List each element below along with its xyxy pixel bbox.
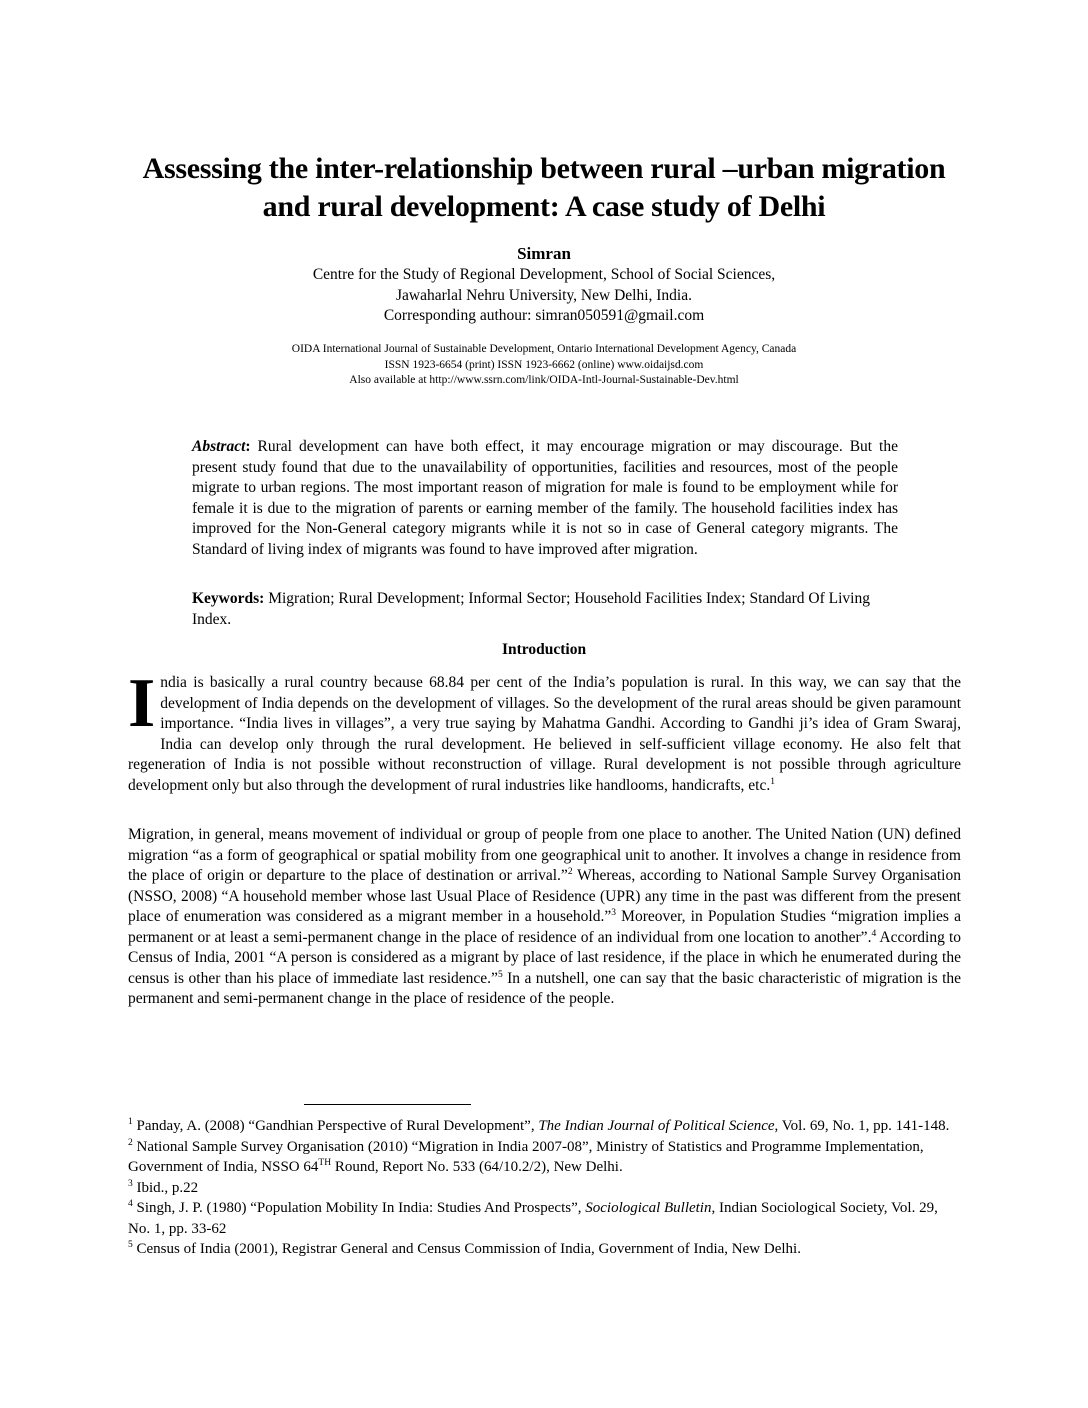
keywords (192, 589, 898, 630)
paragraph-text: ndia is basically a rural country because 68.84 per cent of the India’s population is rural. In this way, we can say that the development of India depends on the development of villages. So the development of the rural areas should be given paramount importance. “India lives in villages”, a very true saying by Mahatma Gandhi. According to Gandhi ji’s idea of Gram Swaraj, India can develop only through the rural development. He believed in self-sufficient village economy. He also felt that regeneration of India is not possible without reconstruction of village. Rural development is not possible through agriculture development only but also through the development of rural industries like handlooms, handicrafts, etc. (128, 674, 961, 794)
footnote-ref[interactable]: 5 (497, 969, 503, 980)
keywords-label: Keywords: (192, 590, 265, 607)
paragraph-text: In a nutshell, one can say that the basic characteristic of migration is the permanent and semi-permanent change in the place of residence of the people. (128, 969, 962, 1007)
footnote-number: 4 (128, 1199, 133, 1209)
abstract-separator: : (245, 438, 251, 455)
author-name: Simran (517, 244, 571, 263)
journal-title: The Indian Journal of Political Science (538, 1118, 775, 1134)
journal-title: Sociological Bulletin (585, 1200, 712, 1216)
intro-paragraph-2 (128, 825, 961, 1010)
footnote-ref[interactable]: 2 (567, 867, 573, 877)
footnote-number: 2 (128, 1137, 133, 1148)
journal-issn: ISSN 1923-6654 (print) ISSN 1923-6662 (online) www.oidaijsd.com (384, 358, 704, 371)
paragraph-text: Migration, in general, means movement of individual or group of people from one place to another. The United Nation (UN) defined migration “as a form of geographical or spatial mobility from one geographical unit to another. It involves a change in residence from the place of origin or departure to the place of destination or arrival.” (128, 826, 961, 884)
footnote-ref[interactable]: 4 (871, 928, 877, 939)
journal-name: OIDA International Journal of Sustainable Development, Ontario International Development Agency, Canada (291, 343, 797, 355)
intro-paragraph-1 (128, 665, 961, 796)
abstract-text: Rural development can have both effect, it may encourage migration or may discourage. But the present study found that due to the unavailability of opportunities, facilities and resources, most of the people migrate to urban regions. The most important reason of migration for male is found to be employment while for female it is due to the migration of parents or earning member of the family. The household facilities index has improved for the Non-General category migrants while it is not so in case of General category migrants. The Standard of living index of migrants was found to have improved after migration. (192, 438, 898, 558)
footnote-text: , Vol. 69, No. 1, pp. 141-148. (774, 1118, 950, 1134)
affiliation-line: Centre for the Study of Regional Development, School of Social Sciences, (312, 266, 776, 283)
paper-title: Assessing the inter-relationship between rural –urban migration and rural development: A case study of Delhi (142, 152, 946, 224)
abstract-label: Abstract (192, 438, 246, 455)
journal-availability: Also available at http://www.ssrn.com/link/OIDA-Intl-Journal-Sustainable-Dev.html (349, 374, 739, 386)
footnote-number: 5 (128, 1240, 133, 1250)
footnote-text: , Indian Sociological Society, Vol. 29, No. 1, pp. 33-62 (128, 1200, 938, 1237)
paragraph-text: According to Census of India, 2001 “A person is considered as a migrant by place of last residence, if the place in which he enumerated during the census is other than his place of immediate last residence.” (128, 928, 962, 987)
footnote-ref[interactable]: 3 (611, 908, 616, 918)
footnote-text: Ibid., p.22 (132, 1179, 199, 1196)
footnote-separator (304, 1104, 471, 1105)
footnote-2 (128, 1137, 961, 1178)
footnote-3 (128, 1178, 961, 1199)
drop-cap: I (128, 665, 156, 742)
section-heading-introduction: Introduction (501, 641, 587, 658)
author-affiliation (120, 265, 968, 327)
footnote-number: 1 (128, 1117, 133, 1127)
footnote-text: Panday, A. (2008) “Gandhian Perspective of Rural Development”, (132, 1118, 539, 1134)
footnote-text: National Sample Survey Organisation (2010) “Migration in India 2007-08”, Ministry of Statistics and Programme Implementation, Government of India, NSSO 64 (128, 1138, 924, 1175)
footnote-text: Singh, J. P. (1980) “Population Mobility In India: Studies And Prospects”, (132, 1200, 586, 1216)
footnote-text: Census of India (2001), Registrar General and Census Commission of India, Government of India, New Delhi. (132, 1241, 801, 1257)
paragraph-text: Whereas, according to National Sample Survey Organisation (NSSO, 2008) “A household member whose last Usual Place of Residence (UPR) any time in the past was different from the present place of enumeration was considered as a migrant member in a household.” (128, 867, 961, 925)
corresponding-author-email: Corresponding authour: simran050591@gmail.com (383, 307, 705, 324)
footnote-ref[interactable]: 1 (770, 776, 775, 787)
footnote-1 (128, 1116, 961, 1137)
keywords-text: Migration; Rural Development; Informal Sector; Household Facilities Index; Standard Of Living Index. (192, 590, 870, 628)
footnotes (128, 1116, 961, 1260)
paragraph-text: Moreover, in Population Studies “migration implies a permanent or at least a semi-permanent change in the place of residence of an individual from one location to another”. (128, 908, 962, 946)
abstract (192, 437, 898, 560)
footnote-number: 3 (128, 1178, 133, 1189)
footnote-5 (128, 1239, 961, 1260)
journal-info (120, 342, 968, 389)
ordinal-suffix: TH (318, 1158, 332, 1168)
footnote-text: Round, Report No. 533 (64/10.2/2), New Delhi. (331, 1159, 623, 1175)
footnote-4 (128, 1198, 961, 1239)
affiliation-line: Jawaharlal Nehru University, New Delhi, India. (396, 286, 692, 304)
